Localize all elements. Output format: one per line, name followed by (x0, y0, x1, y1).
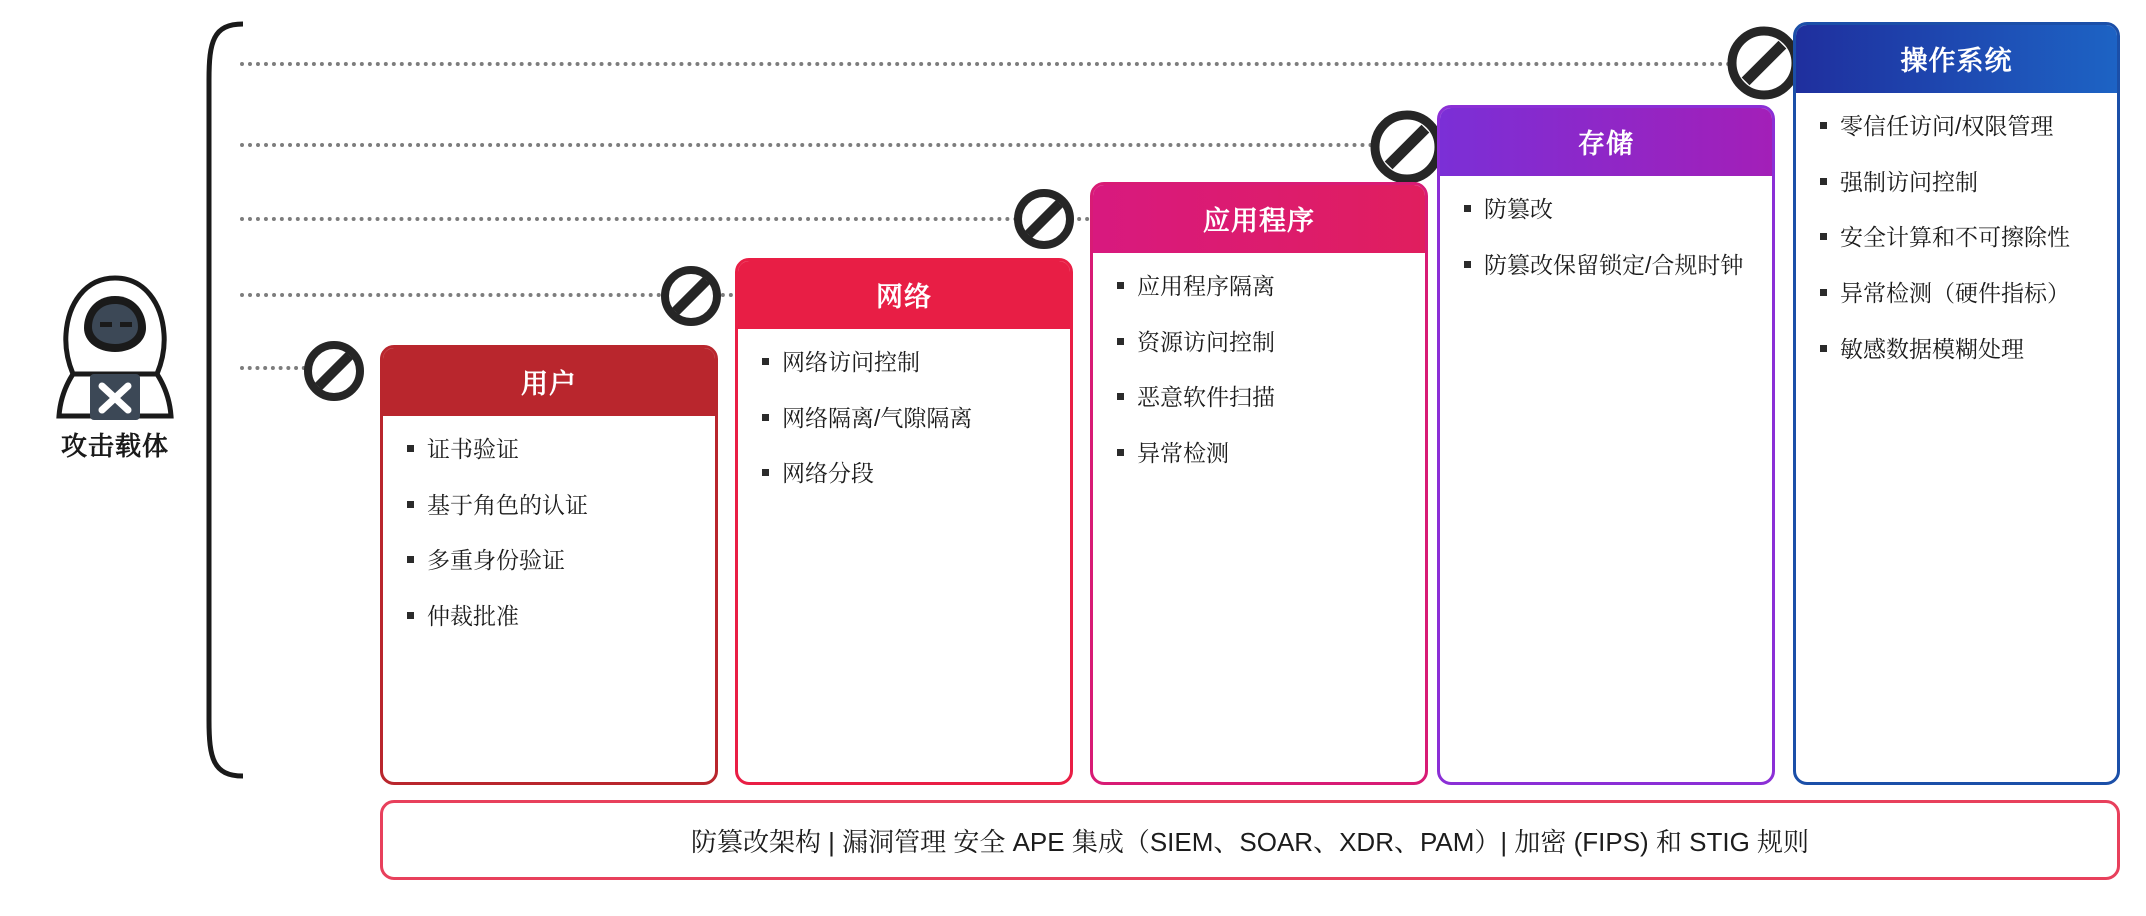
layer-title-network: 网络 (738, 261, 1070, 329)
block-icon-user (303, 340, 365, 402)
layer-body-os (1796, 93, 2117, 782)
block-icon-storage (1370, 110, 1444, 184)
layer-title-os: 操作系统 (1796, 25, 2117, 93)
layer-list-os (1818, 111, 2097, 366)
bracket (195, 20, 255, 780)
attack-vector-label: 攻击载体 (60, 431, 169, 461)
list-item: 应用程序隔离 (1115, 271, 1405, 303)
attack-vector-group (30, 270, 200, 463)
footer-bar (380, 800, 2120, 880)
layer-card-application[interactable] (1090, 182, 1428, 785)
attack-line-storage (240, 143, 1430, 147)
layer-body-storage (1440, 176, 1772, 782)
layer-card-network[interactable] (735, 258, 1073, 785)
layer-list-user (405, 434, 695, 633)
list-item: 零信任访问/权限管理 (1818, 111, 2097, 143)
layer-body-user (383, 416, 715, 782)
list-item: 多重身份验证 (405, 545, 695, 577)
list-item: 网络访问控制 (760, 347, 1050, 379)
layer-list-network (760, 347, 1050, 490)
layer-title-application: 应用程序 (1093, 185, 1425, 253)
layer-card-storage[interactable] (1437, 105, 1775, 785)
footer-text: 防篡改架构 | 漏洞管理 安全 APE 集成（SIEM、SOAR、XDR、PAM）| 加密 (FIPS) 和 STIG 规则 (690, 826, 1810, 857)
list-item: 强制访问控制 (1818, 167, 2097, 199)
list-item: 基于角色的认证 (405, 490, 695, 522)
list-item: 仲裁批准 (405, 601, 695, 633)
layer-title-storage: 存储 (1440, 108, 1772, 176)
list-item: 网络分段 (760, 458, 1050, 490)
layer-list-storage (1462, 194, 1752, 281)
attack-line-os (240, 62, 1780, 66)
layer-title-user: 用户 (383, 348, 715, 416)
layer-card-user[interactable] (380, 345, 718, 785)
layer-list-application (1115, 271, 1405, 470)
list-item: 恶意软件扫描 (1115, 382, 1405, 414)
list-item: 异常检测 (1115, 438, 1405, 470)
list-item: 证书验证 (405, 434, 695, 466)
list-item: 敏感数据模糊处理 (1818, 334, 2097, 366)
block-icon-os (1727, 26, 1801, 100)
list-item: 防篡改保留锁定/合规时钟 (1462, 250, 1752, 282)
hooded-attacker-icon (40, 270, 190, 420)
layer-card-os[interactable] (1793, 22, 2120, 785)
list-item: 资源访问控制 (1115, 327, 1405, 359)
layer-body-application (1093, 253, 1425, 782)
list-item: 防篡改 (1462, 194, 1752, 226)
list-item: 网络隔离/气隙隔离 (760, 403, 1050, 435)
list-item: 安全计算和不可擦除性 (1818, 222, 2097, 254)
list-item: 异常检测（硬件指标） (1818, 278, 2097, 310)
block-icon-app (1013, 188, 1075, 250)
layer-body-network (738, 329, 1070, 782)
block-icon-network (660, 265, 722, 327)
